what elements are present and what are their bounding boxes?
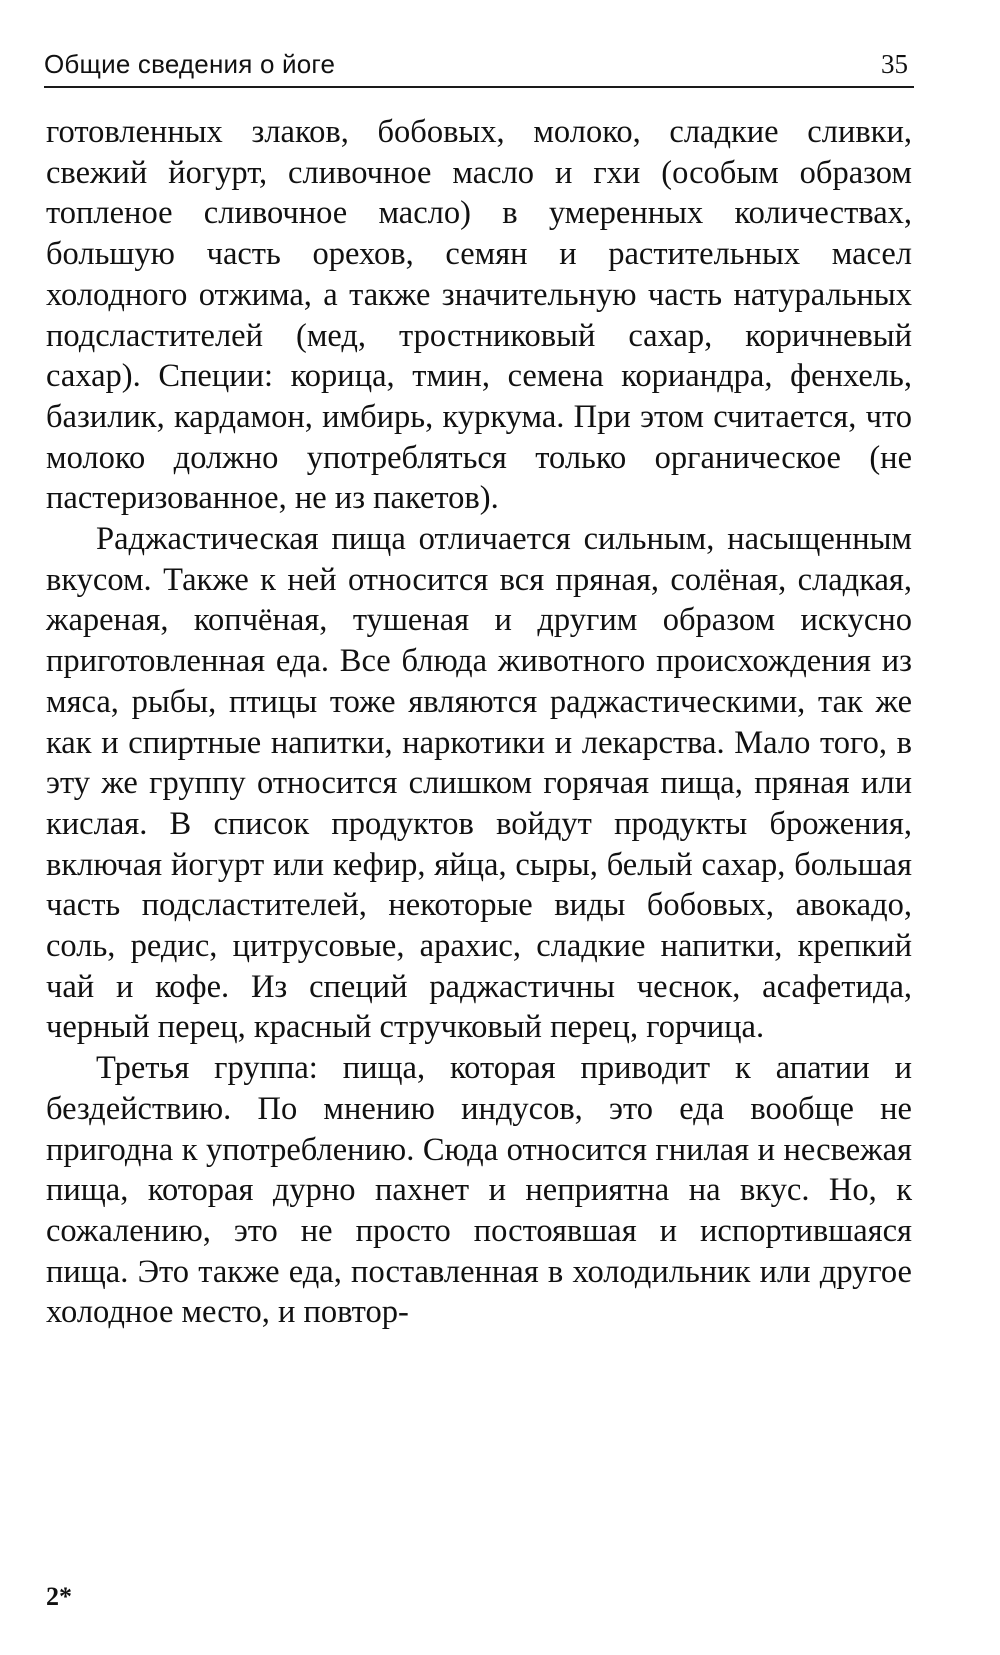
page-number: 35: [881, 49, 908, 79]
signature-mark: 2*: [46, 1582, 72, 1611]
paragraph-rajasic-food: Раджастическая пища отличается сильным, насыщенным вкусом. Также к ней относится вся пряная, солёная, сладкая, жареная, копчёная, тушеная и другим образом искусно приготовленная еда. Все блюда животного происхождения из мяса, рыбы, птицы тоже являются раджастическими, так же как и спиртные напитки, наркотики и лекарства. Мало того, в эту же группу относится слишком горячая пища, пряная или кислая. В список продуктов войдут продукты брожения, включая йогурт или кефир, яйца, сыры, белый сахар, большая часть подсластителей, некоторые виды бобовых, авокадо, соль, редис, цитрусовые, арахис, сладкие напитки, крепкий чай и кофе. Из специй раджастичны чеснок, асафетида, черный перец, красный стручковый перец, горчица.: [46, 521, 912, 1046]
body-text: [46, 112, 912, 1333]
running-header: [44, 46, 914, 88]
paragraph-third-group: Третья группа: пища, которая приводит к апатии и бездействию. По мнению индусов, это еда вообще не пригодна к употреблению. Сюда относится гнилая и несвежая пища, которая дурно пахнет и неприятна на вкус. Но, к сожалению, это не просто постоявшая и испортившаяся пища. Это также еда, поставленная в холодильник или другое холодное место, и повтор-: [46, 1050, 912, 1331]
running-title: Общие сведения о йоге: [44, 49, 336, 79]
paragraph-continued: готовленных злаков, бобовых, молоко, сладкие сливки, свежий йогурт, сливочное масло и гхи (особым образом топленое сливочное масло) в умеренных количествах, большую часть орехов, семян и растительных масел холодного отжима, а также значительную часть натуральных подсластителей (мед, тростниковый сахар, коричневый сахар). Специи: корица, тмин, семена кориандра, фенхель, базилик, кардамон, имбирь, куркума. При этом считается, что молоко должно употребляться только органическое (не пастеризованное, не из пакетов).: [46, 114, 912, 517]
